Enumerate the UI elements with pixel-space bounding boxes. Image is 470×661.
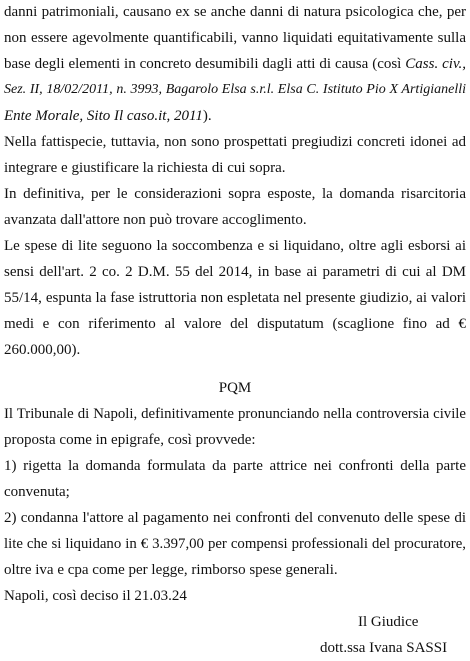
text-span: base degli elementi in concreto desumibili dagli atti di causa (così (4, 56, 406, 72)
text-line: integrare e giustificare la richiesta di cui sopra. (4, 160, 286, 176)
text-line (4, 54, 466, 74)
text-line: non essere agevolmente quantificabili, vanno liquidati equitativamente sulla (4, 30, 466, 46)
closing-line: Napoli, così deciso il 21.03.24 (4, 588, 187, 604)
text-line: danni patrimoniali, causano ex se anche danni di natura psicologica che, per (4, 4, 466, 20)
signature-name: dott.ssa Ivana SASSI (320, 640, 448, 656)
text-line: avanzata dall'attore non può trovare accoglimento. (4, 212, 307, 228)
citation-text: Ente Morale, Sito Il caso.it, 2011 (4, 108, 203, 124)
text-line: Le spese di lite seguono la soccombenza e si liquidano, oltre agli esborsi ai (4, 238, 466, 254)
text-line: 260.000,00). (4, 342, 81, 358)
list-item: lite che si liquidano in € 3.397,00 per compensi professionali del procuratore, (4, 536, 466, 552)
list-item: 2) condanna l'attore al pagamento nei confronti del convenuto delle spese di (4, 510, 466, 526)
citation-text: Cass. civ., (405, 56, 466, 72)
text-span: ). (202, 108, 212, 124)
text-line: sensi dell'art. 2 co. 2 D.M. 55 del 2014, in base ai parametri di cui al DM (4, 264, 466, 280)
list-item: 1) rigetta la domanda formulata da parte attrice nei confronti della parte (4, 458, 466, 474)
list-item: oltre iva e cpa come per legge, rimborso spese generali. (4, 562, 338, 578)
section-heading: PQM (218, 380, 252, 396)
text-line: proposta come in epigrafe, così provvede: (4, 432, 256, 448)
citation-text: Sez. II, 18/02/2011, n. 3993, Bagarolo Elsa s.r.l. Elsa C. Istituto Pio X Artigianelli (4, 82, 466, 97)
text-line: Nella fattispecie, tuttavia, non sono prospettati pregiudizi concreti idonei ad (4, 134, 466, 150)
list-item: convenuta; (4, 484, 70, 500)
signature-title: Il Giudice (358, 614, 419, 630)
text-line (4, 106, 466, 126)
text-line: medi e con riferimento al valore del disputatum (scaglione fino ad € (4, 316, 466, 332)
text-line: Il Tribunale di Napoli, definitivamente pronunciando nella controversia civile (4, 406, 466, 422)
text-line: In definitiva, per le considerazioni sopra esposte, la domanda risarcitoria (4, 186, 466, 202)
text-line: 55/14, espunta la fase istruttoria non espletata nel presente giudizio, ai valori (4, 290, 466, 306)
